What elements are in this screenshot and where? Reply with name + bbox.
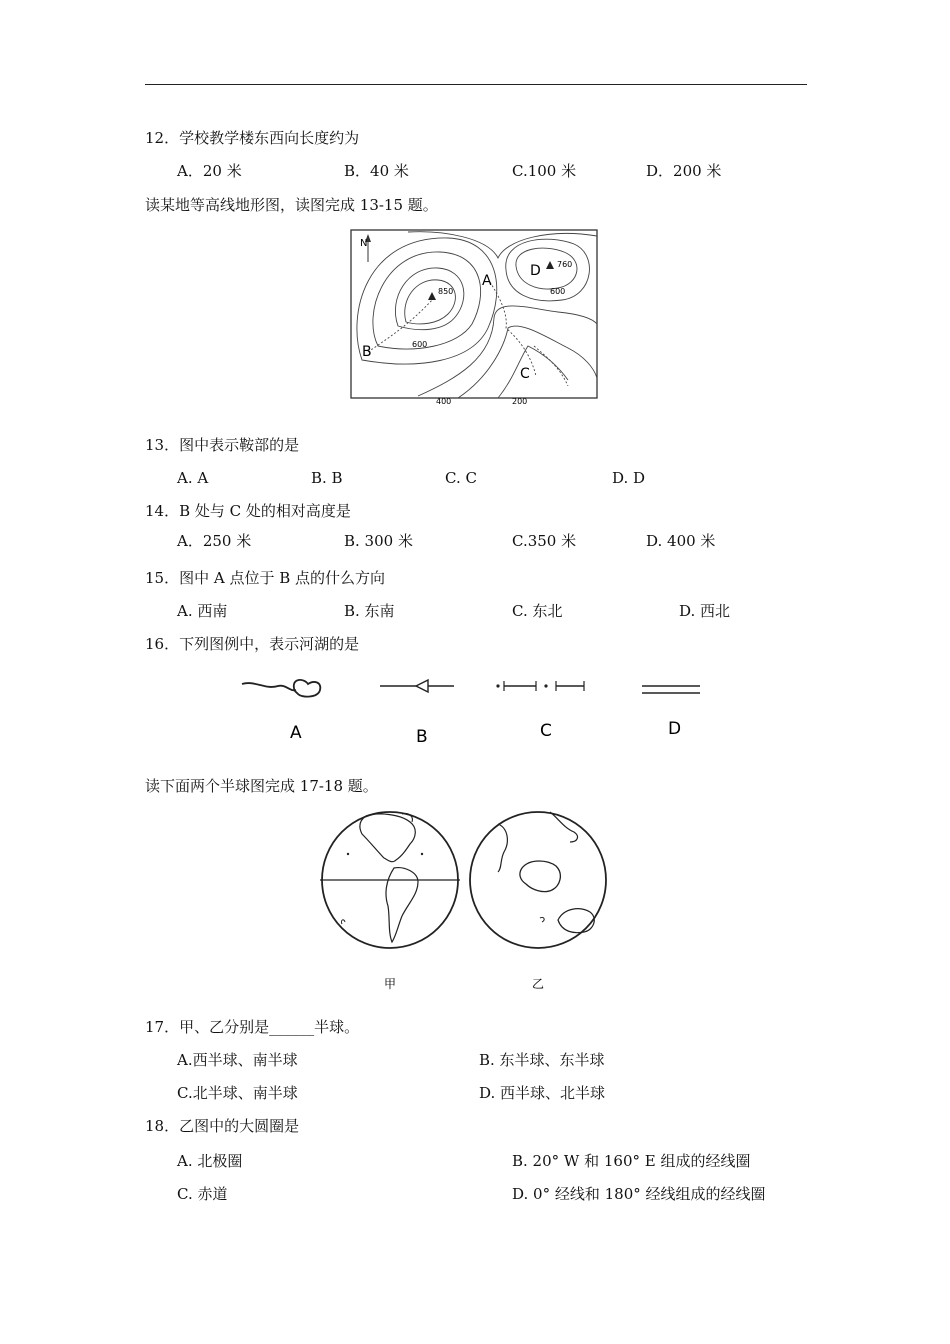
q16-stem: 16．下列图例中，表示河湖的是 (145, 635, 360, 653)
hemisphere-figure (318, 808, 618, 996)
contour-600-left: 600 (412, 340, 428, 349)
q14-stem: 14．B 处与 C 处的相对高度是 (145, 502, 351, 520)
q15-option-c[interactable]: C. 东北 (512, 602, 563, 620)
q17-option-a[interactable]: A.西半球、南半球 (177, 1051, 298, 1069)
hemisphere-label-jia: 甲 (384, 977, 397, 991)
q12-option-c[interactable]: C.100 米 (512, 162, 577, 180)
q13-stem: 13．图中表示鞍部的是 (145, 436, 300, 454)
intro-13-15: 读某地等高线地形图，读图完成 13-15 题。 (145, 196, 438, 214)
legend-double-line-symbol (642, 686, 700, 693)
q12-option-d[interactable]: D．200 米 (646, 162, 722, 180)
peak-760-marker (546, 261, 554, 269)
legend-boundary-symbol (496, 681, 584, 691)
hemisphere-yi (470, 812, 606, 948)
north-label: N (360, 238, 368, 249)
q15-option-a[interactable]: A. 西南 (177, 602, 228, 620)
point-a: A (482, 273, 492, 289)
q13-option-d[interactable]: D. D (612, 469, 646, 487)
point-c: C (520, 366, 530, 382)
peak-760-label: 760 (557, 260, 573, 269)
peak-850-label: 850 (438, 287, 454, 296)
q17-stem: 17．甲、乙分别是______半球。 (145, 1018, 360, 1036)
q13-option-b[interactable]: B. B (311, 469, 343, 487)
q15-stem: 15．图中 A 点位于 B 点的什么方向 (145, 569, 386, 587)
legend-line-triangle-symbol (380, 680, 454, 692)
q13-option-c[interactable]: C. C (445, 469, 477, 487)
legend-label-d: D (668, 719, 682, 739)
point-b: B (362, 344, 372, 360)
q14-option-b[interactable]: B. 300 米 (344, 532, 413, 550)
q12-stem: 12．学校教学楼东西向长度约为 (145, 129, 360, 147)
map-legend-figure (236, 670, 716, 750)
q12-option-b[interactable]: B．40 米 (344, 162, 409, 180)
hemisphere-jia (320, 812, 460, 948)
hemisphere-label-yi: 乙 (532, 977, 545, 991)
q12-option-a[interactable]: A．20 米 (177, 162, 242, 180)
legend-label-a: A (290, 723, 302, 743)
q18-option-a[interactable]: A. 北极圈 (177, 1152, 243, 1170)
q18-option-d[interactable]: D. 0° 经线和 180° 经线组成的经线圈 (512, 1185, 766, 1203)
q15-option-d[interactable]: D. 西北 (679, 602, 731, 620)
q15-option-b[interactable]: B. 东南 (344, 602, 395, 620)
q14-option-d[interactable]: D. 400 米 (646, 532, 716, 550)
q17-option-b[interactable]: B. 东半球、东半球 (479, 1051, 605, 1069)
contour-400: 400 (436, 397, 452, 406)
q18-option-c[interactable]: C. 赤道 (177, 1185, 228, 1203)
q14-option-a[interactable]: A．250 米 (177, 532, 252, 550)
q13-option-a[interactable]: A. A (177, 469, 209, 487)
q18-option-b[interactable]: B. 20° W 和 160° E 组成的经线圈 (512, 1152, 751, 1170)
intro-17-18: 读下面两个半球图完成 17-18 题。 (145, 777, 378, 795)
q17-option-d[interactable]: D. 西半球、北半球 (479, 1084, 606, 1102)
q14-option-c[interactable]: C.350 米 (512, 532, 577, 550)
legend-label-b: B (416, 727, 428, 747)
legend-river-lake-symbol (242, 680, 320, 697)
header-rule (145, 84, 807, 85)
contour-600-right: 600 (550, 287, 566, 296)
contour-map (348, 228, 600, 408)
contour-200: 200 (512, 397, 528, 406)
q18-stem: 18．乙图中的大圆圈是 (145, 1117, 300, 1135)
q17-option-c[interactable]: C.北半球、南半球 (177, 1084, 298, 1102)
point-d: D (530, 263, 541, 279)
legend-label-c: C (540, 721, 552, 741)
peak-850-marker (428, 292, 436, 300)
